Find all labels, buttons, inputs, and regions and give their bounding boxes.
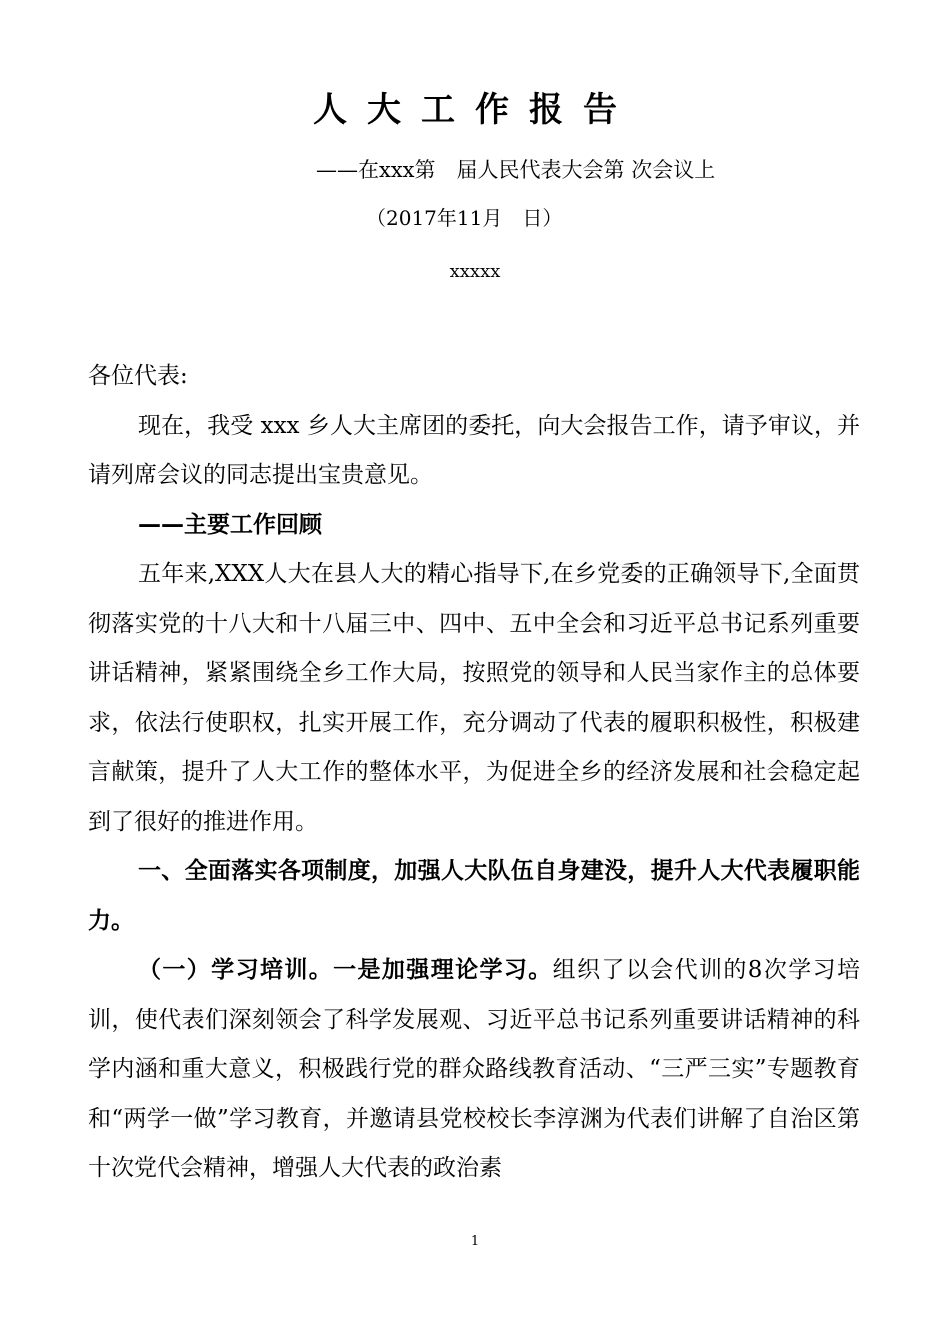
page-number: 1 [470,1234,480,1249]
subsection-one-lead: （一）学习培训。一是加强理论学习。 [138,957,553,983]
salutation: 各位代表: [88,363,188,389]
document-subtitle: ——在xxx第 届人民代表大会第 次会议上 [316,158,716,182]
review-heading: ——主要工作回顾 [138,511,322,538]
document-title: 人大工作报告 [313,90,637,130]
subsection-one-text: 组织了以会代训的8次学习培训，使代表们深刻领会了科学发展观、习近平总书记系列重要讲话精神的科学内涵和重大意义，积极践行党的群众路线教育活动、“三严三实”专题教育和“两学一做”学习教育，并邀请县党校校长李淳渊为代表们讲解了自治区第十次党代会精神，增强人大代表的政治素 [88,957,861,1181]
section-one-heading: 一、全面落实各项制度，加强人大队伍自身建没，提升人大代表履职能力。 [88,858,860,934]
subsection-one-paragraph [88,946,860,1194]
intro-paragraph: 现在，我受 xxx 乡人大主席团的委托，向大会报告工作，请予审议，并请列席会议的同志提出宝贵意见。 [88,412,860,488]
review-paragraph: 五年来,XXX人大在县人大的精心指导下,在乡党委的正确领导下,全面贯彻落实党的十八大和十八届三中、四中、五中全会和习近平总书记系列重要讲话精神，紧紧围绕全乡工作大局，按照党的领导和人民当家作主的总体要求，依法行使职权，扎实开展工作，充分调动了代表的履职积极性，积极建言献策，提升了人大工作的整体水平，为促进全乡的经济发展和社会稳定起到了很好的推进作用。 [88,561,860,835]
document-body [88,352,860,1194]
document-author: xxxxx [449,261,501,282]
document-date: （2017年11月 日） [366,206,563,230]
